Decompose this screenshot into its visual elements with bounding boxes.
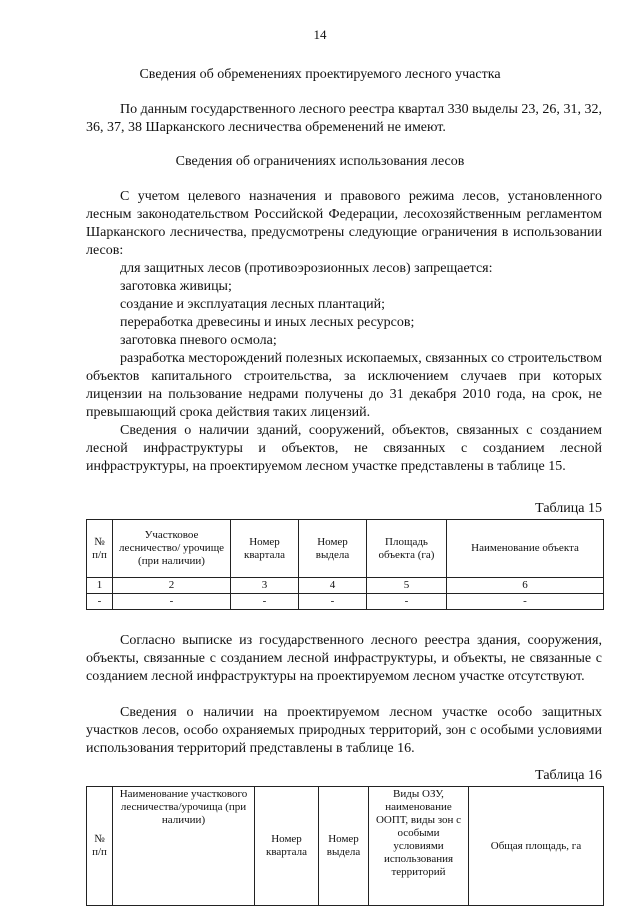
encumbrances-paragraph: По данным государственного лесного реестра квартал 330 выделы 23, 26, 31, 32, 36, 37, 38 Шарканского лесничества обременений не имеют. <box>86 102 602 135</box>
table15 <box>86 519 604 610</box>
encumbrances-heading: Сведения об обременениях проектируемого лесного участка <box>139 67 501 82</box>
restrictions-heading: Сведения об ограничениях использования лесов <box>175 154 465 169</box>
list-item: создание и эксплуатация лесных плантаций; <box>120 297 385 312</box>
table-cell: 3 <box>231 578 299 594</box>
table16-header-row <box>87 787 604 906</box>
page-number: 14 <box>313 27 327 42</box>
restrictions-paragraph: С учетом целевого назначения и правового режима лесов, установленного лесным законодательством Российской Федерации, лесохозяйственным регламентом Шарканского лесничества, предусмотрены следующие ограничения в использовании лесов: <box>86 189 602 258</box>
table16-header-cell: Номер квартала <box>255 787 319 906</box>
table16-header-cell <box>369 787 469 906</box>
objects-absent-paragraph: Согласно выписке из государственного лесного реестра здания, сооружения, объекты, связанные с созданием лесной инфраструктуры, и объекты, не связанные с созданием лесной инфраструктуры на проектируемом лесном участке отсутствуют. <box>86 633 602 684</box>
table-cell: 4 <box>299 578 367 594</box>
protected-areas-paragraph: Сведения о наличии на проектируемом лесном участке особо защитных участков лесов, особо охраняемых природных территорий, зон с особыми условиями использования территорий представлены в таблице 16. <box>86 705 602 756</box>
table16-header-text: Виды ОЗУ, наименование ООПТ, виды зон с особыми условиями использования территорий <box>375 788 462 878</box>
table-cell: - <box>113 594 231 610</box>
table-cell: 6 <box>447 578 604 594</box>
table-cell: - <box>367 594 447 610</box>
mining-paragraph: разработка месторождений полезных ископаемых, связанных со строительством объектов капитального строительства, за исключением случаев при которых лицензии на пользование недрами получены до 31 декабря 2010 года, на срок, не превышающий срока действия таких лицензий. <box>86 351 602 420</box>
table15-header-cell: Наименование объекта <box>447 520 604 578</box>
buildings-paragraph: Сведения о наличии зданий, сооружений, объектов, связанных с созданием лесной инфраструктуры и объектов, не связанных с созданием лесной инфраструктуры, на проектируемом лесном участке представлены в таблице 15. <box>86 423 602 474</box>
table15-header-cell: Участковое лесничество/ урочище (при наличии) <box>113 520 231 578</box>
table15-caption: Таблица 15 <box>535 501 602 516</box>
table-cell: 2 <box>113 578 231 594</box>
table16-header-cell: № п/п <box>87 787 113 906</box>
table-cell: - <box>447 594 604 610</box>
table16-header-cell: Общая площадь, га <box>469 787 604 906</box>
table-cell: - <box>231 594 299 610</box>
table-cell: 1 <box>87 578 113 594</box>
table15-header-cell: Номер квартала <box>231 520 299 578</box>
table16-caption: Таблица 16 <box>535 768 602 783</box>
table15-header-cell: Площадь объекта (га) <box>367 520 447 578</box>
table-cell: - <box>87 594 113 610</box>
table15-number-row <box>87 578 604 594</box>
table15-header-row <box>87 520 604 578</box>
table15-header-cell: Номер выдела <box>299 520 367 578</box>
table16 <box>86 786 604 906</box>
list-item: заготовка живицы; <box>120 279 232 294</box>
list-intro: для защитных лесов (противоэрозионных лесов) запрещается: <box>120 261 493 276</box>
list-item: переработка древесины и иных лесных ресурсов; <box>120 315 415 330</box>
table-cell: - <box>299 594 367 610</box>
list-item: заготовка пневого осмола; <box>120 333 277 348</box>
table16-header-cell: Наименование участкового лесничества/урочища (при наличии) <box>113 787 255 906</box>
table-cell: 5 <box>367 578 447 594</box>
table16-header-cell: Номер выдела <box>319 787 369 906</box>
table15-header-cell: № п/п <box>87 520 113 578</box>
table-row <box>87 594 604 610</box>
